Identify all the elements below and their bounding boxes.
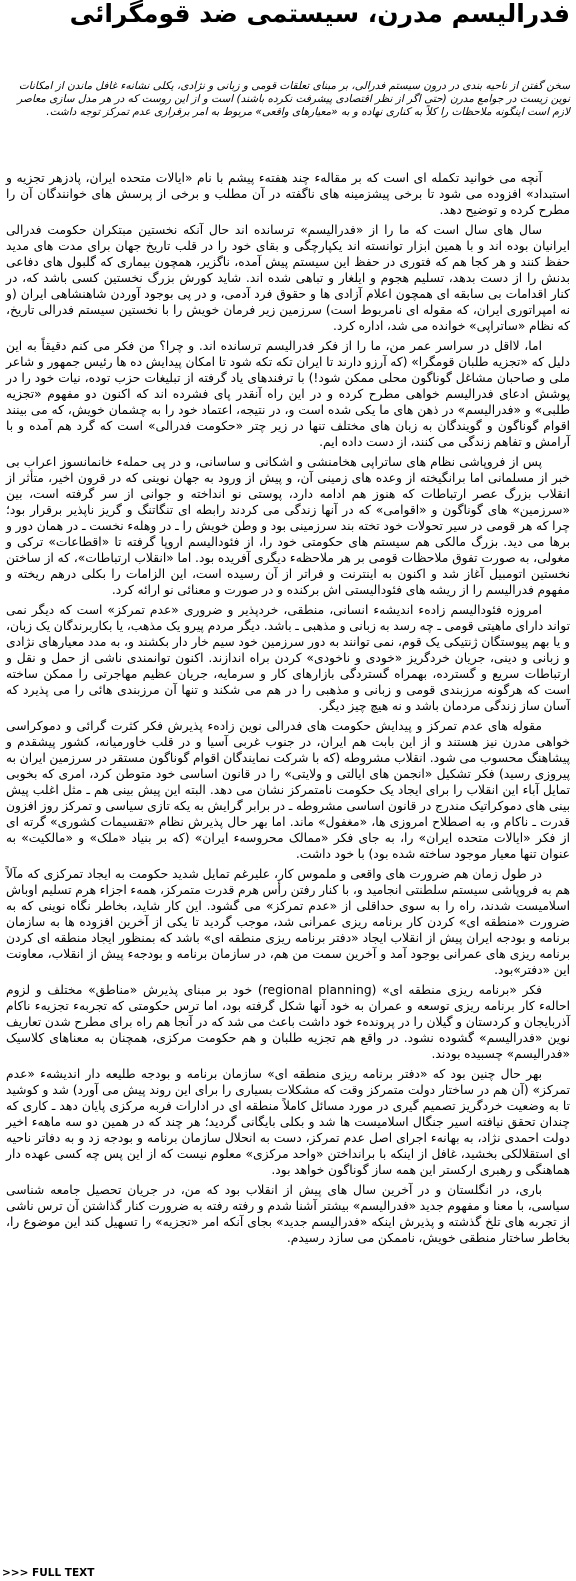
article-title: فدرالیسم مدرن، سیستمی ضد قومگرائی <box>69 0 570 28</box>
article-paragraph: سال های سال است که ما را از «فدرالیسم» ترسانده اند حال آنکه نخستین مبتکران حکومت فدرالی ایرانیان بوده اند و با همین ابزار توانسته اند یکپارچگی و بقای خود را در قلب تاریخ جهان برای مدت های مدید حفظ کنند و هر کجا هم که فتوری در حفظ این سیستم پیش آمده، ناگزیر، همچون بیماری که گلبول های دفاعی بدنش را از دست بدهد، تسلیم هجوم و ایلغار و تباهی شده اند. شاید کورش بزرگ نخستین کسی باشد که، در کنار اقدامات بی سابقه ای همچون اعلام آزادی ها و حقوق فرد آدمی، و در پی بوجود آوردن شاهنشاهی ایران (و نه امپراتوری ایران، که مقوله ای نامربوط است) سرزمین زیر فرمان خویش را با نخستین سیستم فدرالی تاریخ، که نظام «ساتراپی» خوانده می شد، اداره کرد. <box>6 223 570 333</box>
article-paragraph: فکر «برنامه ریزی منطقه ای» (regional planning) خود بر مبنای پذیرش «مناطق» مختلف و لزوم احالهء کار برنامه ریزی توسعه و عمران به خود آنها شکل گرفته بود، اما ترس حکومتی که تجربهء تجزیهء ناکام آذربایجان و کردستان و گیلان را در پروندهء خود داشت باعث می شد که در آنجا هم راه برای مطرح شدن تعاریف نوین «فدرالیسم» گشوده نشود. در واقع هم تجزیه طلبان و هم حکومت مرکزی، همچنان به معناهای کلاسیک «فدرالیسم» چسبیده بودند. <box>6 983 570 1061</box>
article-paragraph: اما، لااقل در سراسر عمر من، ما را از فکر فدرالیسم ترسانده اند. و چرا؟ من فکر می کنم دقیقاً به این دلیل که «تجزیه طلبان قومگرا» (که آرزو دارند تا ایران تکه تکه شود تا امکان پیدایش ده ها رئیس جمهور و شاعر ملی و صاحبان مشاغل گوناگون محلی ممکن شود!) با ترفندهای یاد گرفته از تبلیغات حزب توده، نیات خود را در پوشش ادعای فدرالیسم خواهی مطرح کرده و در این راه آنقدر پای فشرده اند که اکنون دو مفهوم «تجزیه طلبی» و «فدرالیسم» در ذهن های ما یکی شده است و، در نتیجه، اعتماد خود را به چشمان خویش، که می بینند اقوام گوناگون و گویندگان به زبان های مختلف تنها در زیر چتر «حکومت فدرالی» است که گرد هم آمده و با آرامش و تفاهم زندگی می کنند، از دست داده ایم. <box>6 339 570 449</box>
article-paragraph: بهر حال چنین بود که «دفتر برنامه ریزی منطقه ای» سازمان برنامه و بودجه طلیعه دار اندیشهء «عدم تمرکز» (آن هم در ساختار دولت متمرکز وقت که مشکلات بسیاری را برای این روند پیش می آورد) شد و کوشید تا به وضعیت خردگریز تصمیم گیری در مورد مسائل کاملاً منطقه ای در ادارات فربه مرکزی پایان دهد ـ کاری که چندان تحقق نیافته اسیر جنگال اسلامیست ها شد و بکلی بایگانی گردید؛ هر چند که در همین دو سه ماههء اخیر دولت احمدی نژاد، به بهانهء اجرای اصل عدم تمرکز، دست به انحلال سازمان برنامه و بودجه زد و به دفاتر ناحیه ای استقلالکی بخشید، غافل از اینکه با برانداختن «واحد مرکزی» معلوم نیست که از این پس چه کسی عهده دار هماهنگی و رهبری ارکستر این همه ساز گوناگون خواهد بود. <box>6 1067 570 1177</box>
article-paragraph: مقوله های عدم تمرکز و پیدایش حکومت های فدرالی نوین زادهء پذیرش فکر کثرت گرائی و دموکراسی خواهی مدرن نیز هستند و از این بابت هم ایران، در جنوب غربی آسیا و در قلب خاورمیانه، کشور پیشقدم و پیشاهنگ محسوب می شود. انقلاب مشروطه (که با شرکت نمایندگان اقوام گوناگون مستقر در سرزمین ایران به پیروزی رسید) فکر تشکیل «انجمن های ایالتی و ولایتی» را در قانون اساسی خود متوطن کرد، امری که بخوبی تمایل آباء این انقلاب را برای ایجاد یک حکومت نامتمرکز نشان می دهد. البته این پیش بینی هم ـ مثل اغلب پیش بینی های دموکراتیک مندرج در قانون اساسی مشروطه ـ در برابر گرایش به یکه تازی سیاسی و تمرکز روز افزون قدرت ـ ناکام و، به اصطلاح امروزی ها، «مغفول» ماند. اما بهر حال پذیرش نظام «تقسیمات کشوری» گرته ای از فکر «ایالات متحده ایران» را، به جای فکر «ممالک محروسهء ایران» (که بر بنیاد «ملک» و «مالکیت» به عنوان تنها معیار موجود ساخته شده بود) با خود داشت. <box>6 719 570 861</box>
article-paragraph: امروزه فئودالیسم زادهء اندیشهء انسانی، منطقی، خردپذیر و ضروری «عدم تمرکز» است که دیگر نمی تواند دارای ماهیتی قومی ـ چه رسد به زبانی و مذهبی ـ باشد. دیگر مردم پیرو یک مذهب، یا بکاربرندگان یک زبان، و یا بهم پیوستگان ژنتیکی یک قوم، نمی توانند به دور سرزمین خود سیم خار دار بکشند و، به مدد معیارهای نژادی و زبانی و دینی، جریان خردگریز «خودی و ناخودی» کردن براه اندازند. اکنون توانمندی ناشی از حمل و نقل و ارتباطات سریع و گسترده، بهمراه گستردگی بازارهای کار و سرمایه، جریان عظیم مهاجرتی را ممکن ساخته است که هرگونه مرزبندی قومی و زبانی و مذهبی را در هم می شکند و تنها آن مرزبندی هائی را می پذیرد که آسان ساز زندگی مردمان باشد و نه هیچ چیز دیگر. <box>6 603 570 713</box>
article-paragraph: آنچه می خوانید تکمله ای است که بر مقالهء چند هفتهء پیشم با نام «ایالات متحده ایران، پادزهر تجزیه و استبداد» افزوده می شود تا برخی پیشزمینه های ناگفته در آن مطلب و برخی از پرسش های خوانندگان آن را مطرح کرده و توضیح دهد. <box>6 171 570 217</box>
article-paragraph: در طول زمان هم ضرورت های واقعی و ملموس کار، علیرغم تمایل شدید حکومت به ایجاد تمرکزی که مآلاً هم به فروپاشی سیستم سلطنتی انجامید و، با کنار رفتن رأس هرم قدرت متمرکز، همهء اجزاء هرم تسلیم اوباش اسلامیست شدند، راه را به سوی حداقلی از «عدم تمرکز» می گشود. این کار شاید، بخاطر نگاه نوینی که به ضرورت «منطقه ای» کردن کار برنامه ریزی عمرانی شد، موجب گردید تا یکی از آخرین افزوده ها به سازمان برنامه و بودجه ایران پیش از انقلاب ایجاد «دفتر برنامه ریزی منطقه ای» باشد که بمنظور ایجاد منطقه ای کردن برنامه ریزی های عمرانی بوجود آمد و آخرین سمت من هم، در سازمان برنامه و بودجهء پیش از انقلاب، معاونت این «دفتر»بود. <box>6 867 570 977</box>
article-body <box>6 170 570 1250</box>
full-text-link[interactable]: >>> FULL TEXT <box>2 1567 95 1579</box>
article-paragraph: پس از فروپاشی نظام های ساتراپی هخامنشی و اشکانی و ساسانی، و در پی حملهء خانمانسوز اعراب بی خبر از مسلمانی اما برانگیخته از وعده های زمینی آن، و پیش از ورود به جهان نوینی که در قرون اخیر، متأثر از انقلاب بزرگ عصر ارتباطات که هنوز هم ادامه دارد، پوستی نو انداخته و جوانی از سر گرفته است، بین «سرزمین» های گوناگون و «اقوامی» که در آنها زندگی می کردند رابطه ای تنگاتنگ و گریز ناپذیر برقرار بود؛ چرا که هر قومی در سیر تحولات خود تخته بند سرزمینی بود و وطن خویش را ـ در وهلهء نخست ـ در همان دور و برها می دید. بزرگ مالکی هم سیستم های حکومتی خود را، از فئودالیسم اروپا گرفته تا «اقطاعات» ترکی و مغولی، به صورت تفوق ملاحظات قومی بر هر ملاحظهء دیگری آفریده بود. اما «انقلاب ارتباطات»، که از ساختن نخستین اتومبیل آغاز شد و اکنون به اینترنت و فراتر از آن رسیده است، این الزامات را بکلی درهم ریخته و مفهوم فدرالیسم را از ریشه های فئودالیستی اش برکنده و در صورت و معنائی نو ارائه کرد. <box>6 455 570 597</box>
article-lead: سخن گفتن از ناحیه بندی در درون سیستم فدرالی، بر مبنای تعلقات قومی و زبانی و نژادی، یکلی نشانهء غافل ماندن از امکانات نوین زیست در جوامع مدرن (حتی اگر از نظر اقتصادی پیشرفت نکرده باشند) است و از این روست که در هر مدل سازی معاصر لازم است اینگونه ملاحظات را کلاً به کناری نهاده و به «معیارهای واقعی» مربوط به امر برقراری عدم تمرکز توجه داشت. <box>17 80 570 118</box>
article-paragraph: باری، در انگلستان و در آخرین سال های پیش از انقلاب بود که من، در جریان تحصیل جامعه شناسی سیاسی، با معنا و مفهوم جدید «فدرالیسم» بیشتر آشنا شدم و رفته رفته به ضرورت کنار گذاشتن آن ترس ناشی از تجربه های تلخ گذشته و پذیرش اینکه «فدرالیسم جدید» بجای آنکه امر «تجزیه» را تسهیل کند این موضوع را، بخاطر ساختار منطقی خویش، ناممکن می سازد رسیدم. <box>6 1183 570 1245</box>
